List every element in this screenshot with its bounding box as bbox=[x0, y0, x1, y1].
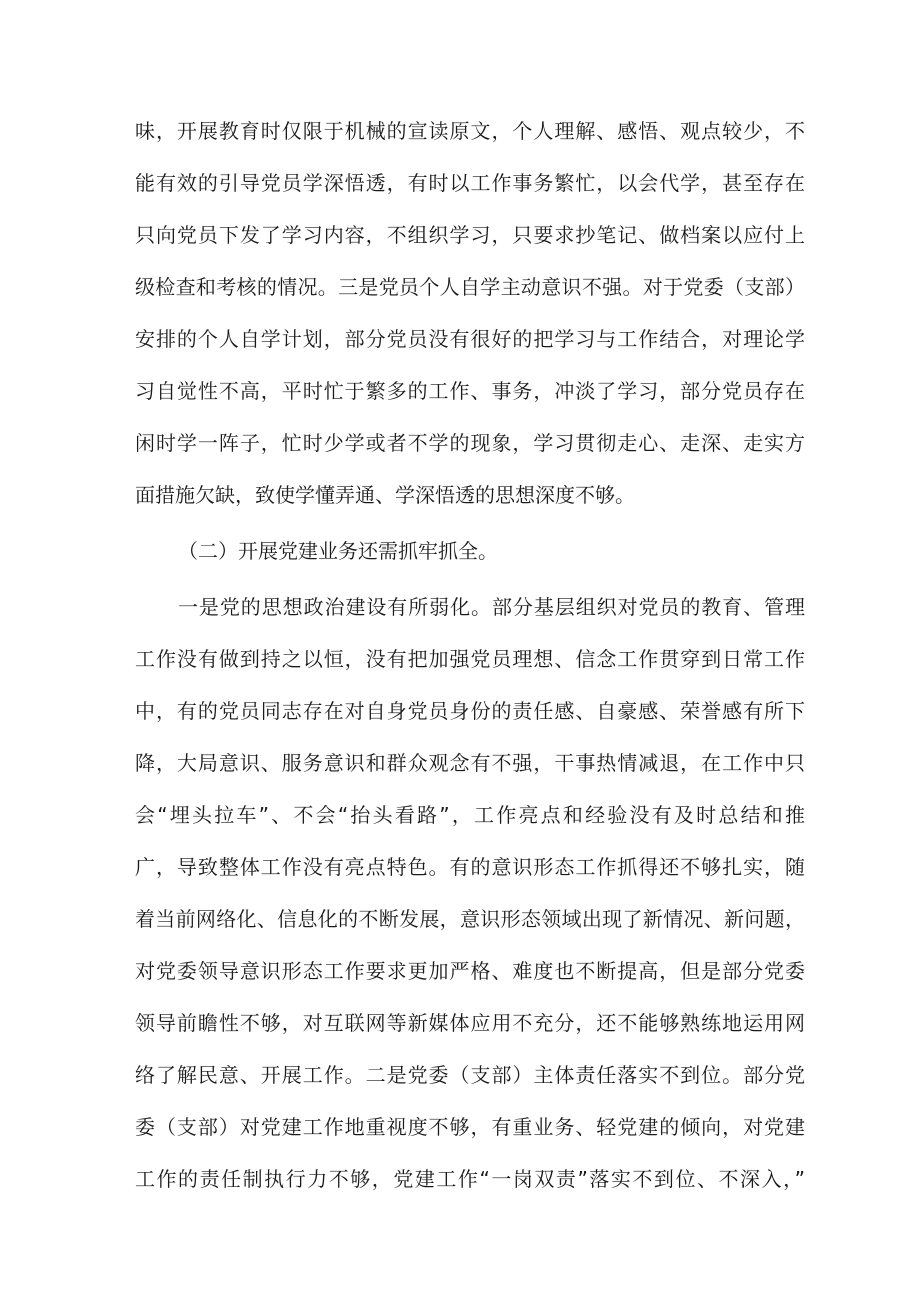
paragraph-line: 着当前网络化、信息化的不断发展，意识形态领域出现了新情况、新问题， bbox=[135, 907, 805, 931]
paragraph-line: 安排的个人自学计划，部分党员没有很好的把学习与工作结合，对理论学 bbox=[135, 327, 805, 351]
paragraph-line: 习自觉性不高，平时忙于繁多的工作、事务，冲淡了学习，部分党员存在 bbox=[135, 379, 805, 403]
paragraph-line: 工作没有做到持之以恒，没有把加强党员理想、信念工作贯穿到日常工作 bbox=[135, 647, 805, 671]
paragraph-line: 委（支部）对党建工作地重视度不够，有重业务、轻党建的倾向，对党建 bbox=[135, 1115, 805, 1139]
paragraph-line: 能有效的引导党员学深悟透，有时以工作事务繁忙，以会代学，甚至存在 bbox=[135, 171, 805, 195]
paragraph-line: 闲时学一阵子，忙时少学或者不学的现象，学习贯彻走心、走深、走实方 bbox=[135, 431, 805, 455]
paragraph-line: 味，开展教育时仅限于机械的宣读原文，个人理解、感悟、观点较少，不 bbox=[135, 119, 805, 143]
paragraph-line: 领导前瞻性不够，对互联网等新媒体应用不充分，还不能够熟练地运用网 bbox=[135, 1011, 805, 1035]
paragraph-line: 降，大局意识、服务意识和群众观念有不强，干事热情减退，在工作中只 bbox=[135, 751, 805, 775]
paragraph-line: 广，导致整体工作没有亮点特色。有的意识形态工作抓得还不够扎实，随 bbox=[135, 855, 805, 879]
paragraph-line: 会“埋头拉车”、不会“抬头看路”，工作亮点和经验没有及时总结和推 bbox=[135, 803, 805, 827]
section-heading: （二）开展党建业务还需抓牢抓全。 bbox=[178, 539, 498, 563]
paragraph-line: 级检查和考核的情况。三是党员个人自学主动意识不强。对于党委（支部） bbox=[135, 275, 805, 299]
paragraph-line: 中，有的党员同志存在对自身党员身份的责任感、自豪感、荣誉感有所下 bbox=[135, 699, 805, 723]
paragraph-line: 一是党的思想政治建设有所弱化。部分基层组织对党员的教育、管理 bbox=[178, 595, 805, 619]
paragraph-line: 只向党员下发了学习内容，不组织学习，只要求抄笔记、做档案以应付上 bbox=[135, 223, 805, 247]
paragraph-line: 对党委领导意识形态工作要求更加严格、难度也不断提高，但是部分党委 bbox=[135, 959, 805, 983]
paragraph-line: 络了解民意、开展工作。二是党委（支部）主体责任落实不到位。部分党 bbox=[135, 1063, 805, 1087]
paragraph-line: 面措施欠缺，致使学懂弄通、学深悟透的思想深度不够。 bbox=[135, 483, 635, 507]
paragraph-line: 工作的责任制执行力不够，党建工作“一岗双责”落实不到位、不深入，” bbox=[135, 1167, 805, 1191]
